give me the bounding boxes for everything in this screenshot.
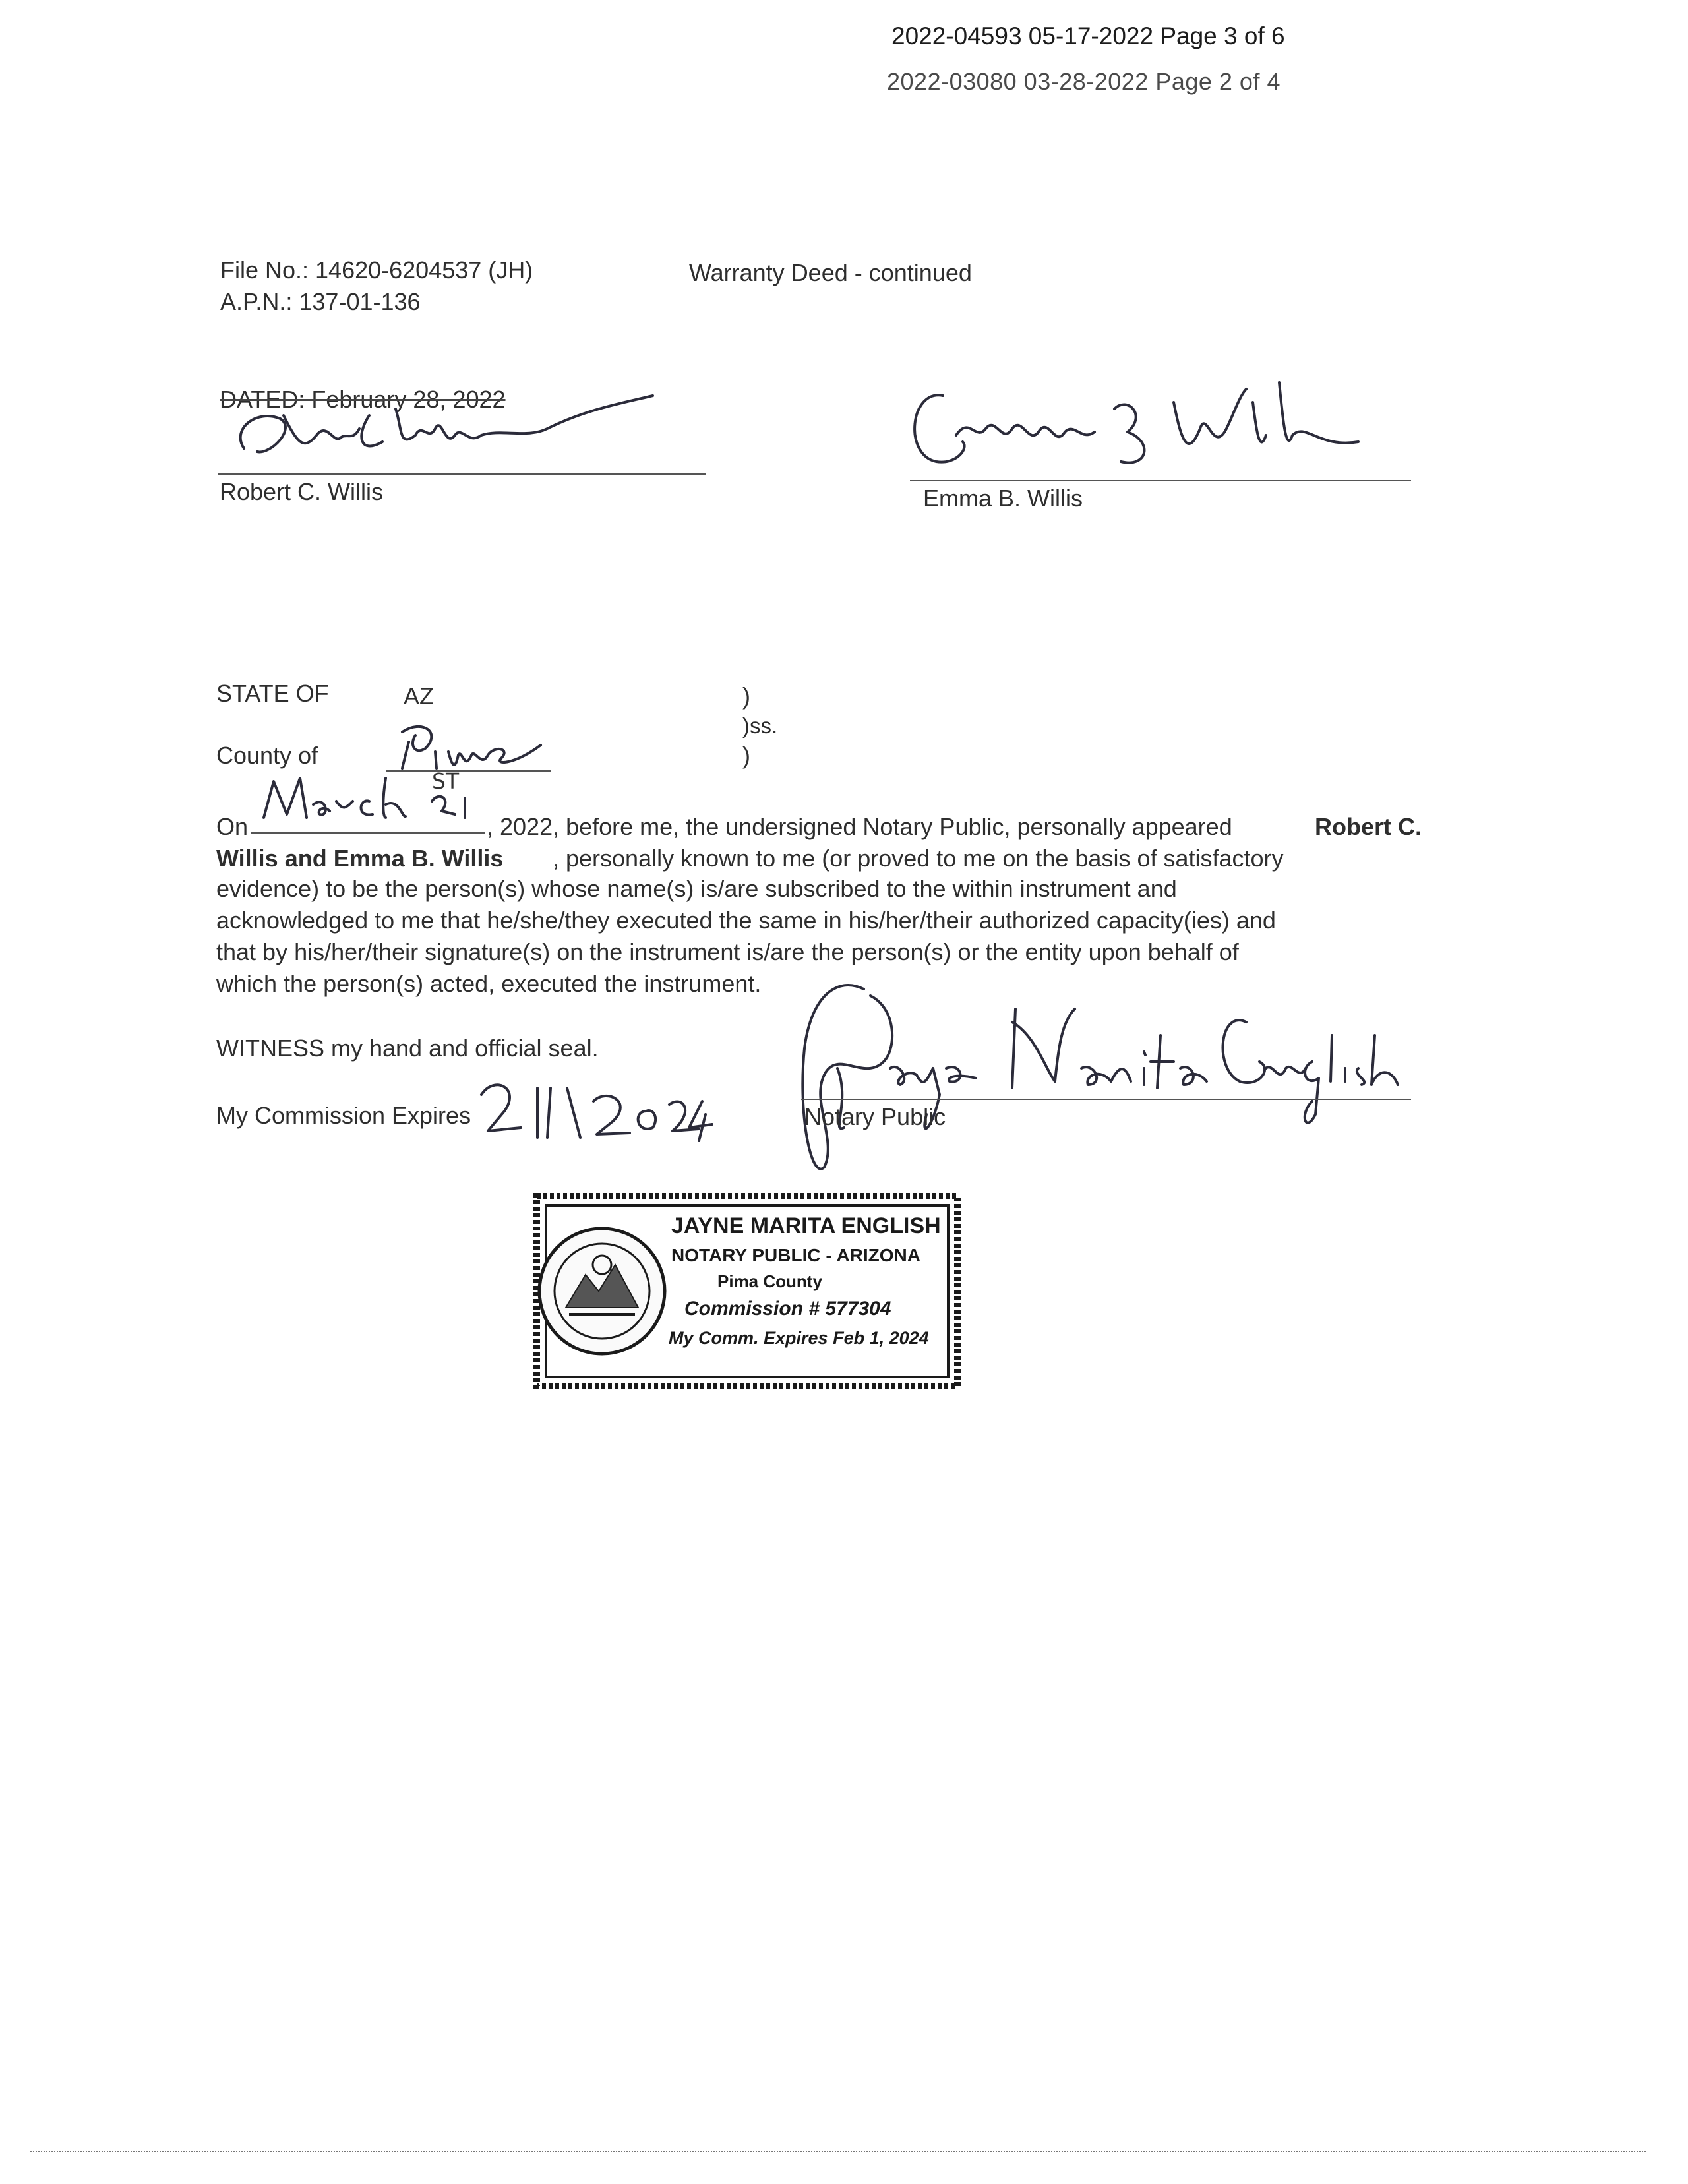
appeared-names-part-1: Robert C. bbox=[1315, 813, 1422, 840]
date-underline bbox=[251, 832, 485, 834]
acknowledgment-line-1: , 2022, before me, the undersigned Notary Public, personally appeared bbox=[487, 813, 1232, 840]
recording-stamp-secondary: 2022-03080 03-28-2022 Page 2 of 4 bbox=[887, 68, 1281, 95]
notary-signature-line bbox=[801, 1099, 1411, 1100]
state-label: STATE OF bbox=[216, 680, 329, 707]
footer-scan-line bbox=[30, 2151, 1646, 2152]
venue-paren-1: ) bbox=[742, 682, 750, 710]
signer-2-name: Emma B. Willis bbox=[923, 485, 1083, 512]
seal-notary-title: NOTARY PUBLIC - ARIZONA bbox=[671, 1245, 920, 1265]
date-suffix: ST bbox=[432, 768, 460, 794]
apn-number: A.P.N.: 137-01-136 bbox=[220, 288, 421, 315]
recording-stamp-primary: 2022-04593 05-17-2022 Page 3 of 6 bbox=[891, 22, 1285, 49]
seal-commission: Commission # 577304 bbox=[684, 1298, 891, 1320]
signature-line-2 bbox=[910, 480, 1411, 481]
acknowledgment-on: On bbox=[216, 813, 249, 840]
county-label: County of bbox=[216, 742, 318, 769]
state-value: AZ bbox=[404, 682, 435, 710]
notary-seal bbox=[533, 1192, 961, 1390]
document-title: Warranty Deed - continued bbox=[689, 259, 972, 286]
commission-date-handwritten bbox=[475, 1075, 712, 1147]
seal-county: Pima County bbox=[717, 1271, 822, 1291]
seal-notary-name: JAYNE MARITA ENGLISH bbox=[671, 1213, 941, 1238]
signature-robert-willis bbox=[218, 386, 679, 475]
venue-paren-ss: )ss. bbox=[742, 713, 778, 738]
seal-expires: My Comm. Expires Feb 1, 2024 bbox=[669, 1328, 929, 1348]
signature-line-1 bbox=[218, 473, 706, 475]
commission-label: My Commission Expires bbox=[216, 1102, 471, 1129]
county-handwritten bbox=[389, 719, 554, 772]
notary-title: Notary Public bbox=[804, 1103, 946, 1130]
notary-signature bbox=[785, 969, 1404, 1187]
appeared-names-part-2: Willis and Emma B. Willis bbox=[216, 845, 504, 872]
acknowledgment-line-2: , personally known to me (or proved to me on the basis of satisfactory bbox=[553, 845, 1284, 872]
dated-line: DATED: February 28, 2022 bbox=[220, 386, 506, 413]
venue-paren-3: ) bbox=[742, 742, 750, 769]
witness-line: WITNESS my hand and official seal. bbox=[216, 1035, 599, 1062]
acknowledgment-body: evidence) to be the person(s) whose name(s) is/are subscribed to the within instrument and acknowledged to me that he/she/they executed the same in his/her/their authorized capacity(ies) and that by his/her/their signature(s) on the instrument is/are the person(s) or the entity upon behalf of which the person(s) acted, executed the instrument. bbox=[216, 875, 1276, 997]
signer-1-name: Robert C. Willis bbox=[220, 478, 384, 505]
signature-emma-willis bbox=[897, 369, 1372, 488]
file-number: File No.: 14620-6204537 (JH) bbox=[220, 257, 533, 284]
